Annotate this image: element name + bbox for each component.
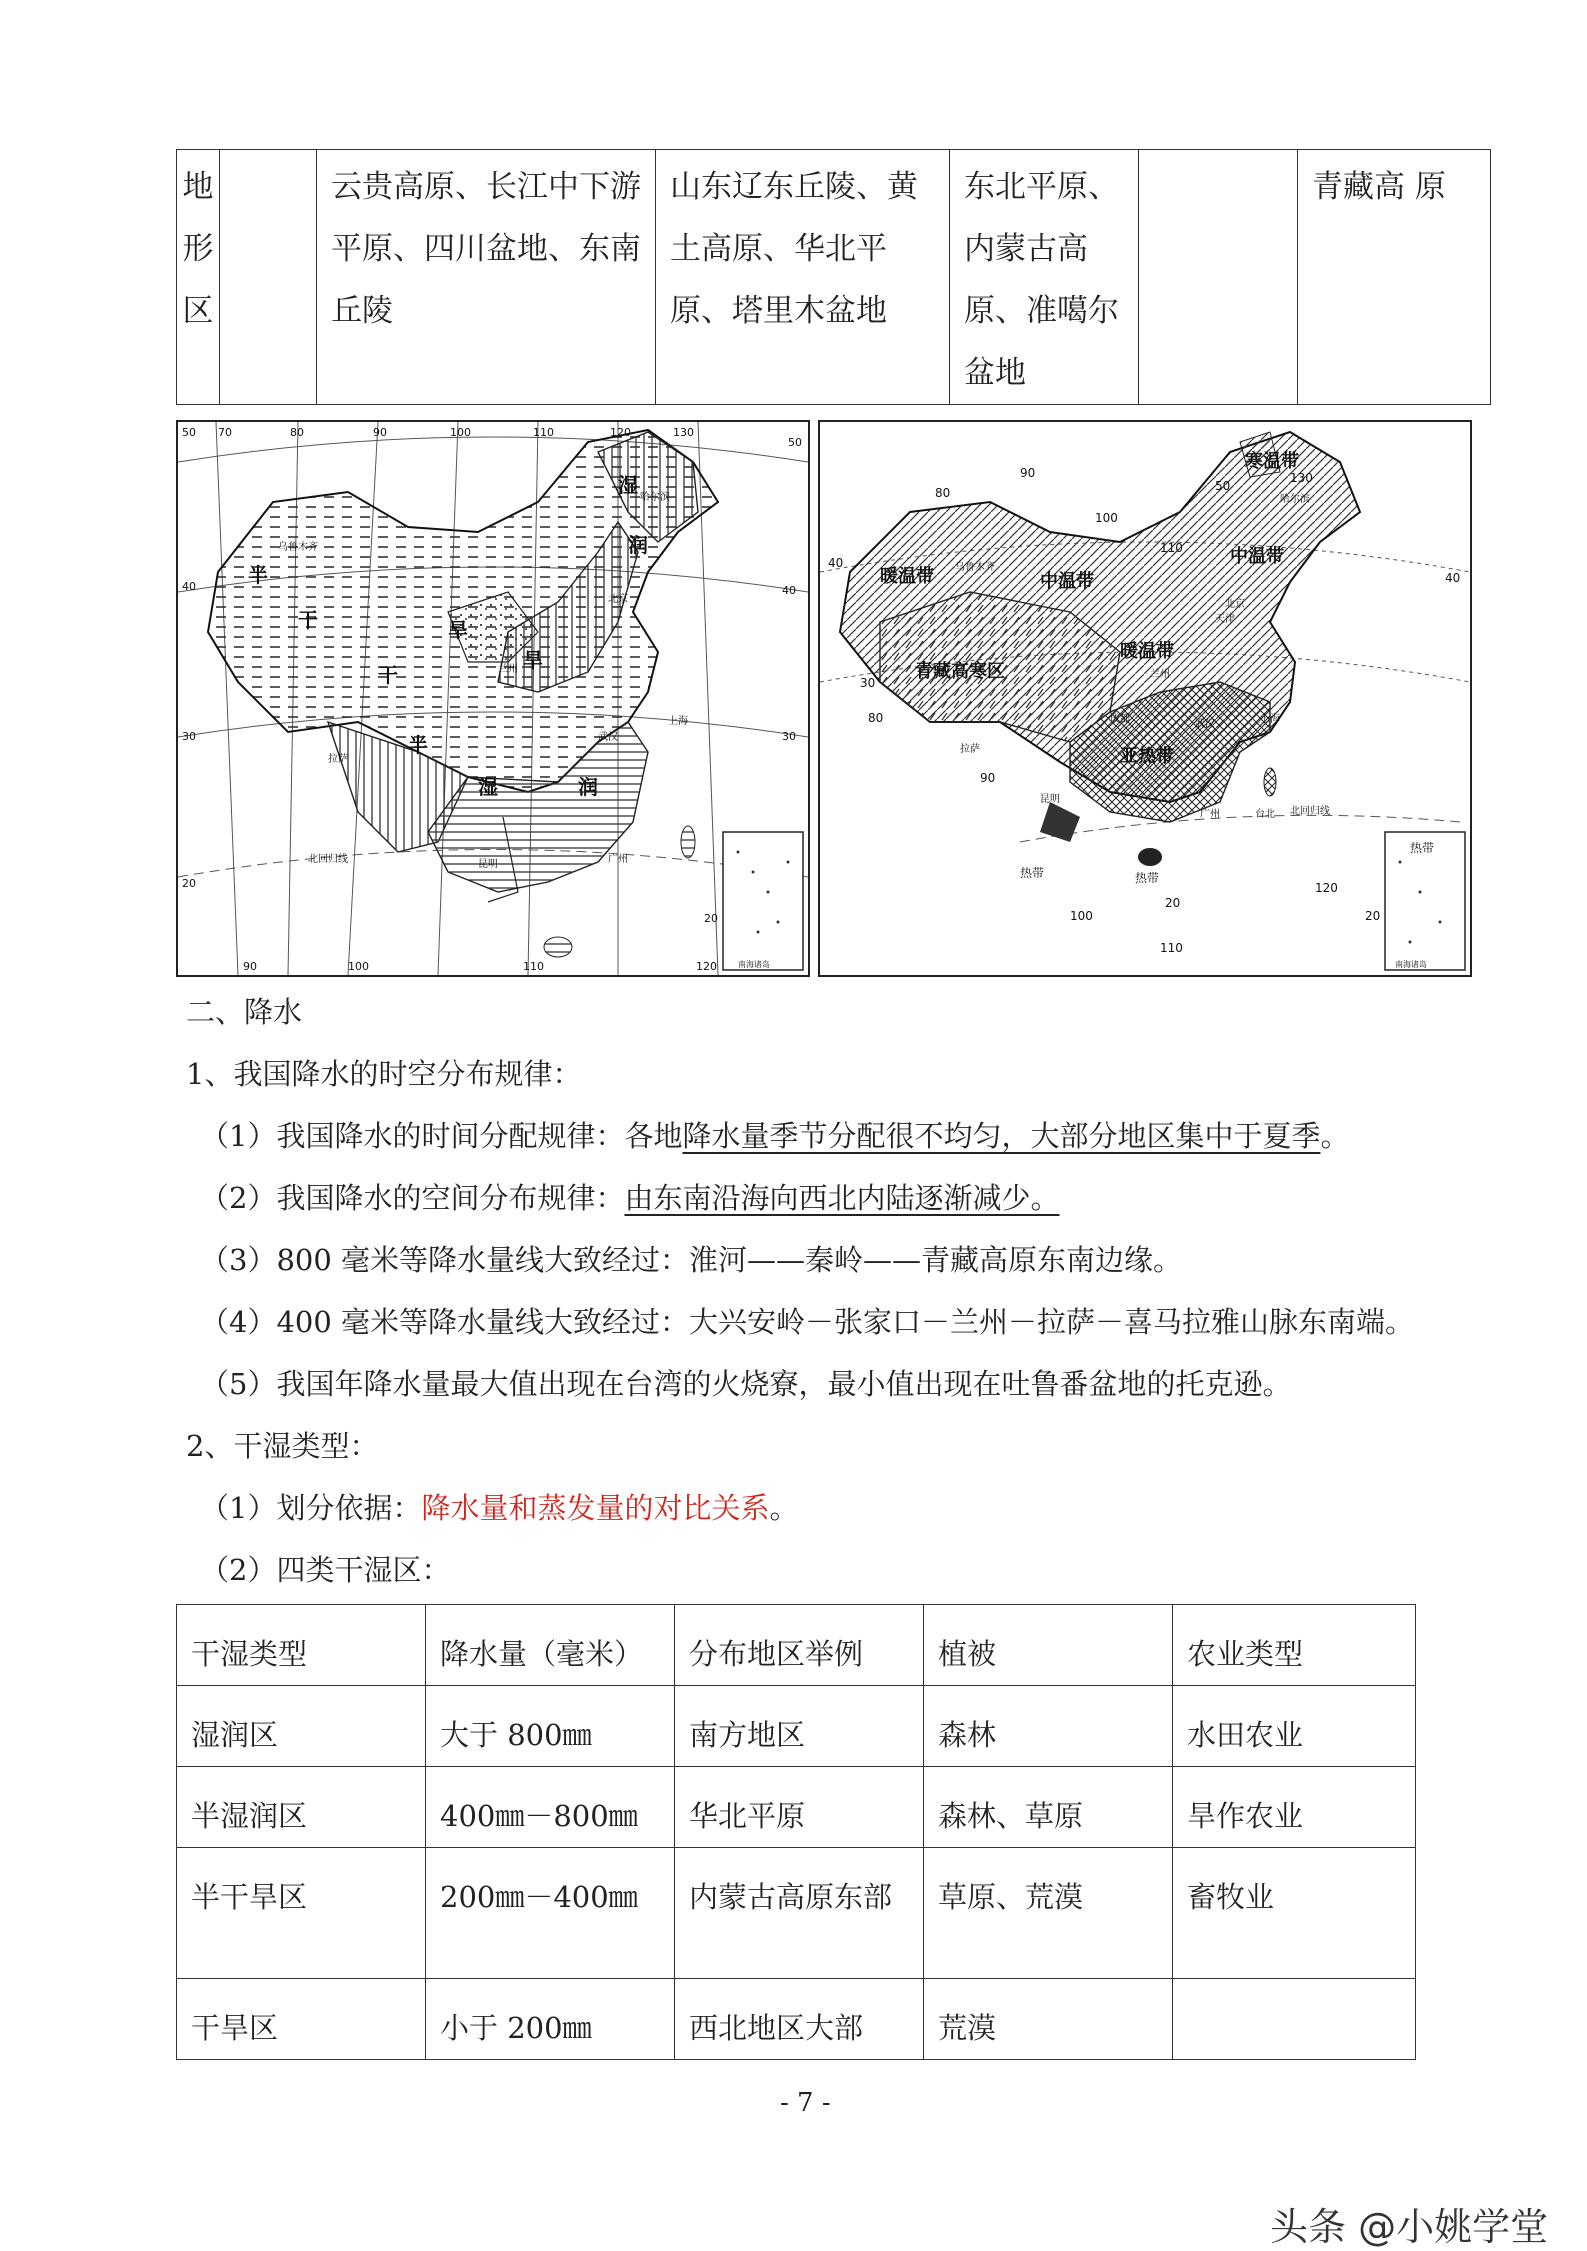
temperature-zone-map: [818, 420, 1472, 977]
table-cell: 湿润区: [177, 1686, 426, 1767]
city-label: 北京: [1225, 599, 1245, 610]
column-header: 降水量（毫米）: [426, 1605, 675, 1686]
section-title: 二、降水: [186, 995, 303, 1029]
city-label: 广州: [608, 854, 628, 865]
tick-label: 120: [610, 426, 631, 439]
region-label: 半: [248, 563, 268, 587]
region-label: 润: [628, 533, 648, 557]
page-number: - 7 -: [780, 2088, 831, 2118]
inset-label: 南海诸岛: [738, 960, 770, 969]
table-row: [177, 1848, 1416, 1979]
paragraph: （3）800 毫米等降水量线大致经过：淮河——秦岭——青藏高原东南边缘。: [200, 1243, 1183, 1277]
watermark: 头条 @小姚学堂: [1270, 2205, 1549, 2249]
city-label: 哈尔滨: [640, 492, 670, 503]
tick-label: 90: [373, 426, 387, 439]
terrain-table: [176, 149, 1491, 405]
dry-wet-region-map: [176, 420, 810, 977]
region-label: 半: [408, 733, 428, 757]
table-cell: 水田农业: [1173, 1686, 1416, 1767]
tick-label: 30: [782, 730, 796, 743]
terrain-cell: [220, 150, 317, 405]
tick-label: 50: [1215, 479, 1231, 493]
tropic-label: 北回归线: [1290, 806, 1330, 817]
tick-label: 50: [788, 436, 802, 449]
tick-label: 110: [533, 426, 554, 439]
city-label: 乌鲁木齐: [278, 542, 318, 553]
tick-label: 120: [1315, 881, 1338, 895]
table-cell: 西北地区大部: [675, 1979, 924, 2060]
tick-label: 40: [1445, 571, 1461, 585]
tick-label: 110: [1160, 941, 1183, 955]
tick-label: 30: [860, 676, 876, 690]
zone-label: 亚热带: [1120, 746, 1174, 767]
table-cell: 半湿润区: [177, 1767, 426, 1848]
paragraph: （4）400 毫米等降水量线大致经过：大兴安岭－张家口－兰州－拉萨－喜马拉雅山脉东南端。: [200, 1305, 1415, 1339]
table-cell: 南方地区: [675, 1686, 924, 1767]
terrain-row-header: [177, 150, 220, 405]
paragraph: [200, 1178, 1059, 1218]
table-cell: 旱作农业: [1173, 1767, 1416, 1848]
terrain-cell: [1139, 150, 1298, 405]
text-span: （1）我国降水的时间分配规律：各地: [200, 1119, 683, 1153]
paragraph: 2、干湿类型：: [186, 1429, 379, 1463]
city-label: 广州: [1200, 809, 1220, 820]
tick-label: 90: [1020, 466, 1036, 480]
city-label: 乌鲁木齐: [955, 562, 995, 573]
table-cell: 200㎜－400㎜: [426, 1848, 675, 1979]
text-span: 。: [769, 1491, 799, 1525]
table-row: [177, 1686, 1416, 1767]
paragraph: [200, 1116, 1349, 1156]
table-cell: 内蒙古高原东部: [675, 1848, 924, 1979]
column-header: 干湿类型: [177, 1605, 426, 1686]
city-label: 北京: [608, 594, 628, 605]
region-label: 润: [578, 775, 598, 799]
table-cell: 草原、荒漠: [924, 1848, 1173, 1979]
table-cell: 森林: [924, 1686, 1173, 1767]
city-label: 天津: [1215, 614, 1235, 625]
tick-label: 70: [218, 426, 232, 439]
city-label: 哈尔滨: [1280, 494, 1310, 505]
tick-label: 80: [290, 426, 304, 439]
region-label: 湿: [618, 473, 638, 497]
text-span: （1）划分依据：: [200, 1491, 422, 1525]
table-row: [177, 1979, 1416, 2060]
paragraph: 1、我国降水的时空分布规律：: [186, 1057, 582, 1091]
tick-label: 20: [704, 912, 718, 925]
paragraph: （2）四类干湿区：: [200, 1553, 451, 1587]
tick-label: 100: [1070, 909, 1093, 923]
inset-label: 南海诸岛: [1395, 960, 1427, 969]
region-label: 干: [298, 608, 318, 632]
city-label: 昆明: [478, 859, 498, 870]
table-cell: 半干旱区: [177, 1848, 426, 1979]
tick-label: 100: [450, 426, 471, 439]
table-row: [177, 1767, 1416, 1848]
tick-label: 110: [523, 960, 544, 973]
city-label: 拉萨: [328, 754, 348, 765]
text-span: 。: [1320, 1119, 1350, 1153]
tick-label: 40: [782, 584, 796, 597]
zone-label: 热带: [1410, 841, 1435, 855]
dry-wet-map-svg: [178, 422, 808, 975]
tick-label: 130: [673, 426, 694, 439]
city-label: 台北: [1255, 809, 1275, 820]
terrain-cell: 东北平原、内蒙古高原、准噶尔盆地: [950, 150, 1139, 405]
underlined-text: 降水量季节分配很不均匀，大部分地区集中于夏季: [682, 1119, 1321, 1153]
table-header-row: [177, 1605, 1416, 1686]
highlight-text: 降水量和蒸发量的对比关系: [421, 1491, 770, 1525]
city-label: 武汉: [1195, 719, 1215, 730]
table-cell: 荒漠: [924, 1979, 1173, 2060]
table-cell: 小于 200㎜: [426, 1979, 675, 2060]
tropic-label: 北回归线: [308, 854, 348, 865]
tick-label: 40: [828, 556, 844, 570]
table-cell: 干旱区: [177, 1979, 426, 2060]
table-cell: 华北平原: [675, 1767, 924, 1848]
city-label: 昆明: [1040, 794, 1060, 805]
underlined-text: 由东南沿海向西北内陆逐渐减少。: [624, 1181, 1060, 1215]
table-cell: 森林、草原: [924, 1767, 1173, 1848]
tick-label: 80: [868, 711, 884, 725]
temperature-map-svg: [820, 422, 1470, 975]
table-cell: [1173, 1979, 1416, 2060]
header-char: 地: [182, 169, 214, 205]
terrain-cell: 青藏高 原: [1298, 150, 1491, 405]
city-label: 兰州: [1150, 669, 1170, 680]
zone-label: 寒温带: [1245, 451, 1299, 472]
tick-label: 120: [696, 960, 717, 973]
tick-label: 20: [1365, 909, 1381, 923]
header-char: 形: [182, 231, 214, 267]
paragraph: （5）我国年降水量最大值出现在台湾的火烧寮，最小值出现在吐鲁番盆地的托克逊。: [200, 1367, 1292, 1401]
tick-label: 100: [348, 960, 369, 973]
city-label: 上海: [1260, 714, 1280, 725]
tick-label: 20: [182, 877, 196, 890]
city-label: 上海: [668, 716, 688, 727]
dry-wet-table: [176, 1604, 1416, 2060]
column-header: 分布地区举例: [675, 1605, 924, 1686]
tick-label: 100: [1095, 511, 1118, 525]
header-char: 区: [182, 293, 214, 329]
region-label: 旱: [448, 618, 468, 642]
city-label: 兰州: [498, 664, 518, 675]
table-row: [177, 150, 1491, 405]
zone-label: 中温带: [1040, 571, 1094, 592]
region-label: 旱: [523, 648, 543, 672]
zone-label: 暖温带: [880, 566, 934, 587]
zone-label: 热带: [1135, 871, 1160, 885]
text-span: （2）我国降水的空间分布规律：: [200, 1181, 625, 1215]
table-cell: 大于 800㎜: [426, 1686, 675, 1767]
zone-label: 暖温带: [1120, 641, 1174, 662]
city-label: 拉萨: [960, 744, 980, 755]
zone-label: 青藏高寒区: [915, 661, 1005, 682]
table-cell: 400㎜－800㎜: [426, 1767, 675, 1848]
region-label: 干: [378, 663, 398, 687]
tick-label: 30: [182, 730, 196, 743]
zone-label: 中温带: [1230, 546, 1284, 567]
terrain-cell: 山东辽东丘陵、黄土高原、华北平原、塔里木盆地: [656, 150, 950, 405]
city-label: 成都: [1110, 714, 1130, 725]
tick-label: 110: [1160, 541, 1183, 555]
tick-label: 50: [182, 426, 196, 439]
zone-label: 热带: [1020, 866, 1045, 880]
city-label: 武汉: [598, 732, 618, 743]
paragraph: [200, 1488, 798, 1528]
tick-label: 90: [243, 960, 257, 973]
tick-label: 40: [182, 580, 196, 593]
region-label: 湿: [478, 775, 498, 799]
tick-label: 130: [1290, 471, 1313, 485]
column-header: 农业类型: [1173, 1605, 1416, 1686]
table-cell: 畜牧业: [1173, 1848, 1416, 1979]
terrain-cell: 云贵高原、长江中下游平原、四川盆地、东南丘陵: [317, 150, 656, 405]
tick-label: 90: [980, 771, 996, 785]
tick-label: 80: [935, 486, 951, 500]
column-header: 植被: [924, 1605, 1173, 1686]
tick-label: 20: [1165, 896, 1181, 910]
